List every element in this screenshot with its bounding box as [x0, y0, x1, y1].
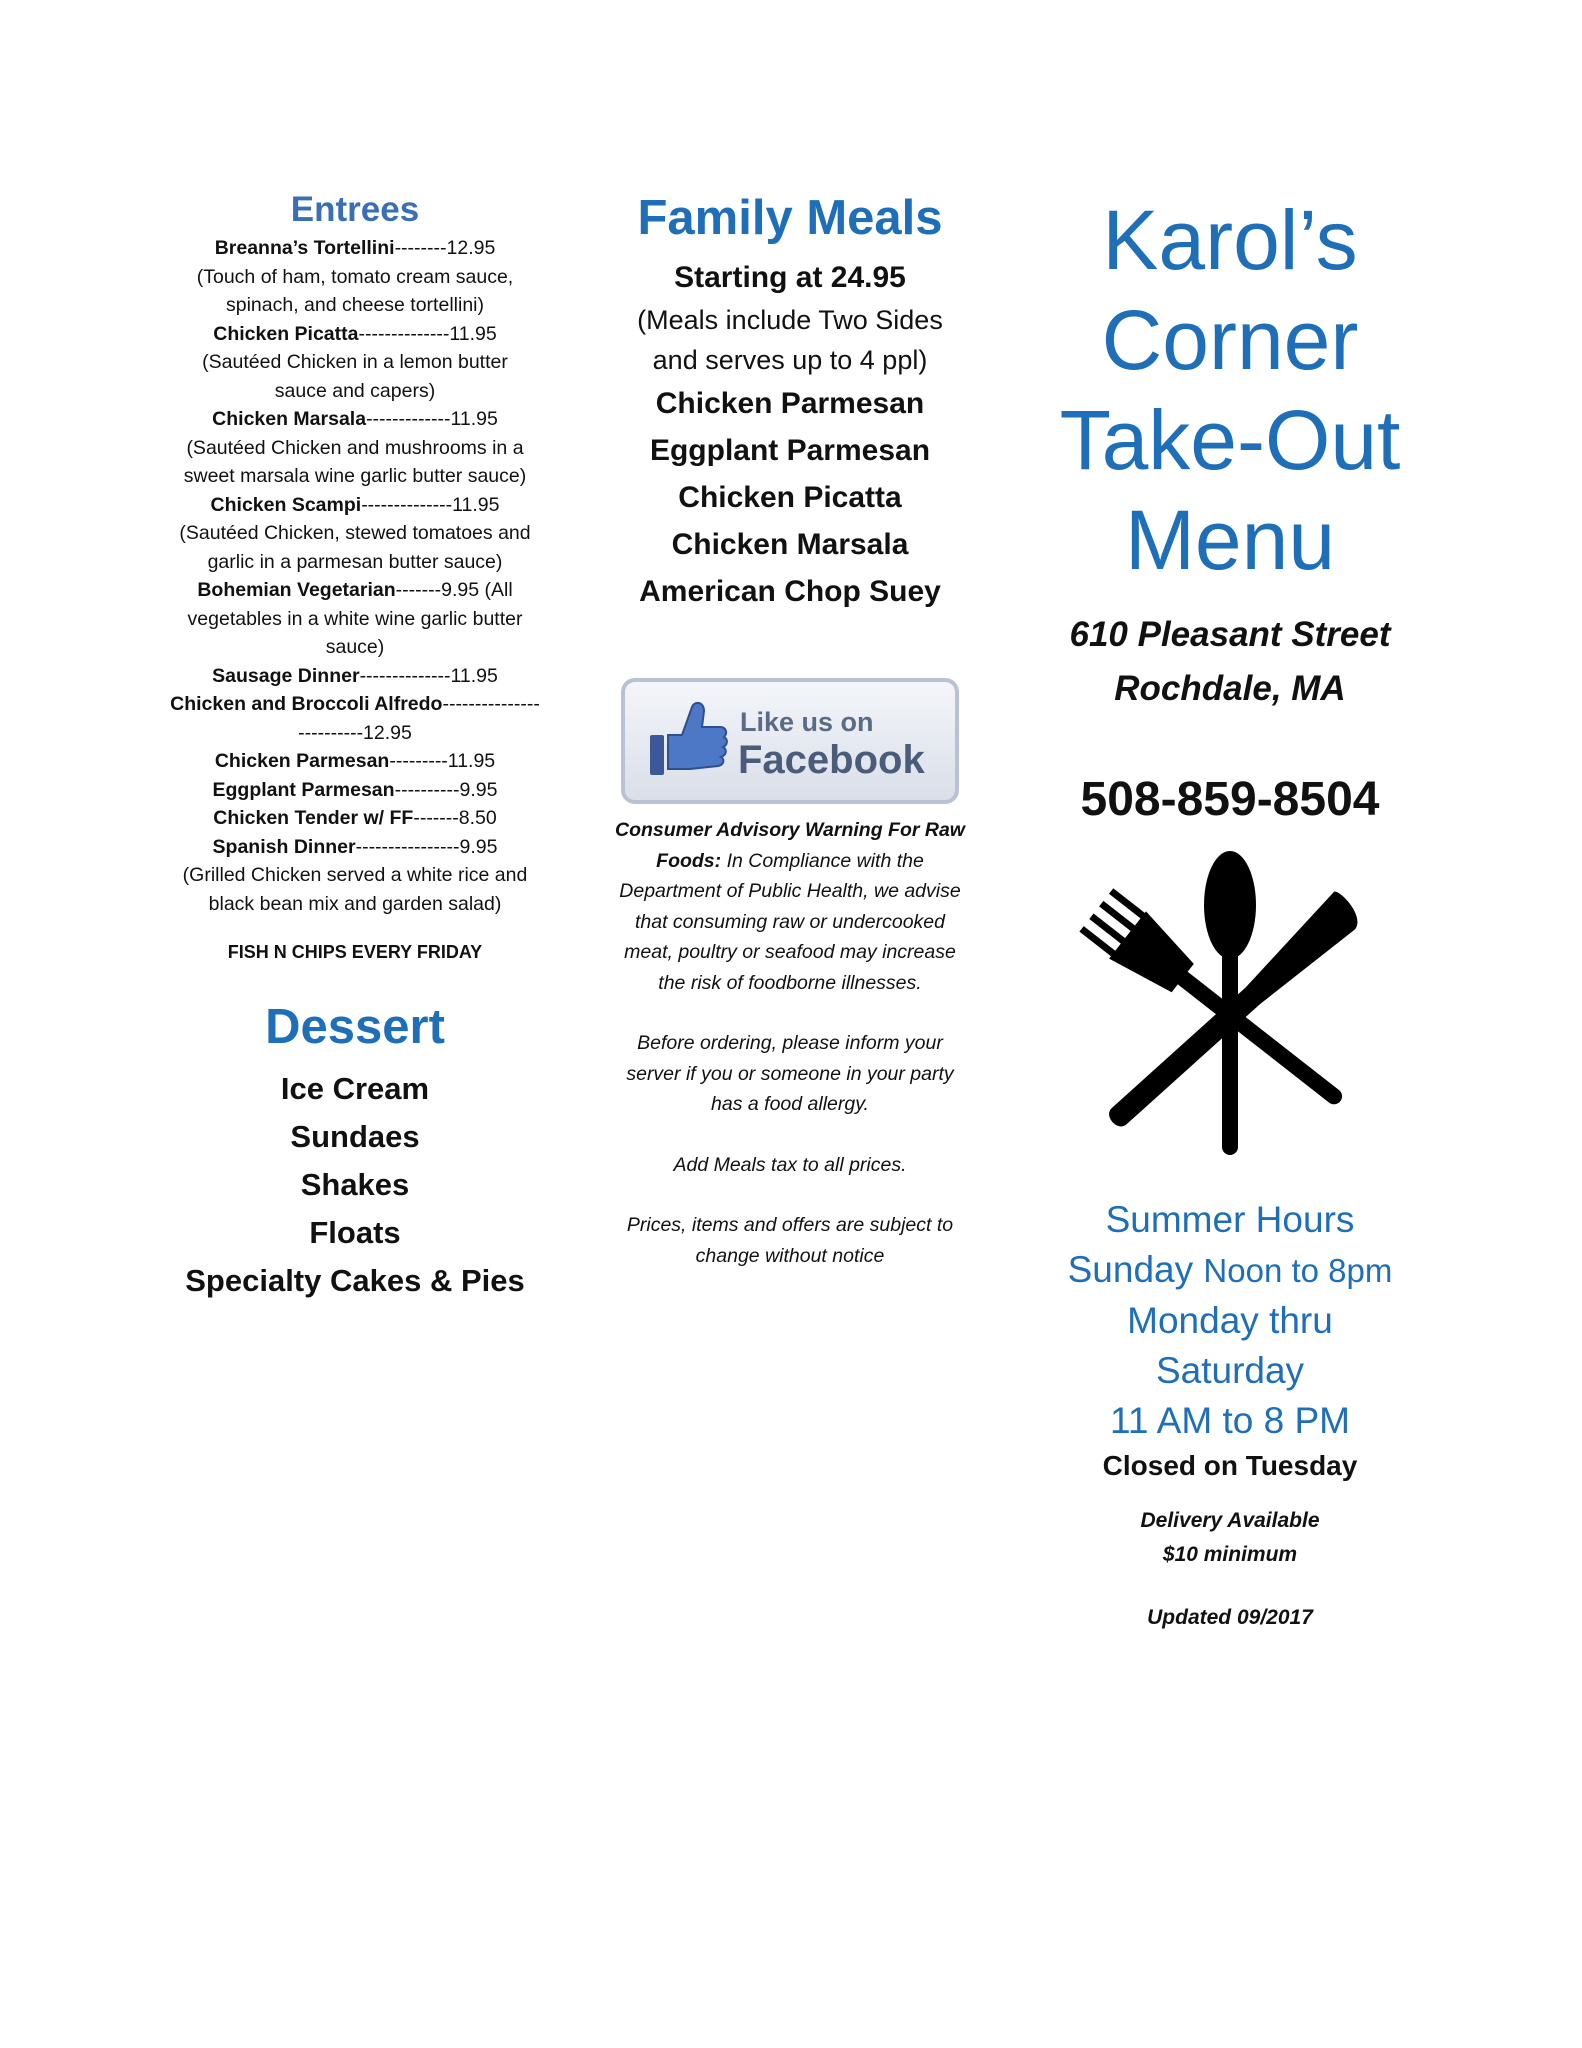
dessert-item: Sundaes — [290, 1119, 420, 1154]
weekday-hours-line: Saturday — [1155, 1350, 1305, 1391]
sunday-time: Noon to 8pm — [1203, 1252, 1393, 1289]
family-meals-column — [610, 190, 970, 1301]
entree-item — [170, 690, 540, 747]
entree-name: Chicken and Broccoli Alfredo — [170, 693, 443, 715]
entree-description: (Sautéed Chicken and mushrooms in a sweet marsala wine garlic butter sauce) — [183, 436, 527, 487]
entrees-column — [170, 190, 540, 1305]
entree-price: --------------11.95 — [359, 664, 498, 687]
entree-description: (Touch of ham, tomato cream sauce, spinach, and cheese tortellini) — [196, 265, 514, 316]
advisory-lead: Consumer Advisory Warning For Raw Foods: — [615, 819, 965, 872]
entree-item — [170, 491, 540, 577]
entree-name: Spanish Dinner — [212, 835, 356, 858]
title-line: Karol’s — [1102, 193, 1358, 287]
delivery-available: Delivery Available — [1140, 1509, 1320, 1532]
entree-item — [170, 405, 540, 491]
weekday-hours-line: Monday thru — [1127, 1300, 1333, 1341]
advisory-paragraph — [610, 815, 970, 998]
dessert-item: Floats — [309, 1215, 401, 1250]
entree-name: Chicken Tender w/ FF — [213, 807, 414, 829]
entree-price: -------9.95 (All vegetables in a white wine garlic butter sauce) — [187, 579, 523, 658]
entree-name: Breanna’s Tortellini — [214, 237, 395, 259]
entree-item — [170, 320, 540, 406]
hours-title: Summer Hours — [1105, 1199, 1355, 1240]
entree-price: ----------9.95 — [394, 778, 498, 801]
entree-item — [170, 833, 540, 919]
facebook-line1: Like us on — [740, 707, 874, 737]
family-item: Eggplant Parmesan — [649, 434, 931, 467]
dessert-list — [170, 1065, 540, 1305]
entree-price: -------8.50 — [413, 807, 497, 829]
entree-item — [170, 234, 540, 320]
entree-price: --------------11.95 — [361, 493, 500, 516]
facebook-like-button[interactable] — [620, 677, 960, 805]
dessert-item: Specialty Cakes & Pies — [185, 1263, 525, 1298]
family-item: Chicken Parmesan — [655, 387, 925, 420]
entree-item — [170, 776, 540, 805]
entree-description: (Grilled Chicken served a white rice and black bean mix and garden salad) — [182, 864, 528, 915]
entree-price: -------------------------12.95 — [298, 693, 540, 744]
entree-list — [170, 234, 540, 918]
entree-item — [170, 747, 540, 776]
entree-name: Chicken Picatta — [213, 322, 359, 345]
allergy-note: Before ordering, please inform your server if you or someone in your party has a food allergy. — [626, 1032, 954, 1115]
address — [1040, 608, 1420, 716]
entree-price: ---------11.95 — [389, 750, 496, 772]
family-list — [610, 380, 970, 615]
dessert-item: Shakes — [300, 1167, 410, 1202]
entree-name: Chicken Parmesan — [214, 750, 390, 772]
updated-date: Updated 09/2017 — [1147, 1606, 1313, 1629]
weekday-hours-line: 11 AM to 8 PM — [1110, 1400, 1350, 1441]
tax-note: Add Meals tax to all prices. — [673, 1153, 907, 1176]
entree-description: (Sautéed Chicken in a lemon butter sauce and capers) — [202, 351, 508, 402]
title-line: Corner — [1101, 293, 1359, 387]
entree-name: Eggplant Parmesan — [212, 778, 395, 801]
dessert-item: Ice Cream — [280, 1071, 430, 1106]
family-note: (Meals include Two Sides and serves up to 4 ppl) — [637, 305, 943, 375]
entree-name: Chicken Marsala — [212, 408, 367, 430]
entree-item — [170, 662, 540, 691]
delivery-info — [1040, 1504, 1420, 1572]
hours-block — [1040, 1195, 1420, 1630]
entree-item — [170, 804, 540, 833]
phone-number[interactable]: 508-859-8504 — [1080, 773, 1380, 826]
consumer-advisory — [610, 815, 970, 1271]
title-line: Take-Out — [1059, 393, 1401, 487]
entree-name: Bohemian Vegetarian — [197, 579, 396, 601]
facebook-line2: Facebook — [738, 738, 925, 782]
family-item: Chicken Picatta — [678, 481, 902, 514]
utensils-icon — [1060, 845, 1400, 1175]
entree-item — [170, 576, 540, 662]
entree-price: -------------11.95 — [366, 408, 498, 430]
entrees-heading: Entrees — [290, 190, 420, 229]
info-column — [1040, 190, 1420, 1630]
dessert-heading: Dessert — [265, 1000, 445, 1054]
entree-name: Chicken Scampi — [210, 493, 362, 516]
sunday-day: Sunday — [1067, 1249, 1194, 1290]
delivery-minimum: $10 minimum — [1162, 1543, 1298, 1566]
entree-price: --------12.95 — [394, 237, 496, 259]
title-line: Menu — [1124, 493, 1336, 587]
family-meals-heading: Family Meals — [637, 191, 943, 245]
entree-description: (Sautéed Chicken, stewed tomatoes and garlic in a parmesan butter sauce) — [179, 522, 531, 573]
entree-price: --------------11.95 — [358, 322, 497, 345]
closed-day: Closed on Tuesday — [1102, 1450, 1358, 1481]
change-note: Prices, items and offers are subject to change without notice — [626, 1214, 954, 1267]
fish-special: FISH N CHIPS EVERY FRIDAY — [227, 942, 483, 962]
entree-name: Sausage Dinner — [212, 664, 360, 687]
entree-price: ----------------9.95 — [355, 835, 498, 858]
family-item: American Chop Suey — [639, 575, 941, 608]
family-item: Chicken Marsala — [671, 528, 909, 561]
advisory-text: In Compliance with the Department of Public Health, we advise that consuming raw or undercooked meat, poultry or seafood may increase the risk of foodborne illnesses. — [619, 849, 961, 994]
restaurant-title — [1040, 190, 1420, 590]
address-street: 610 Pleasant Street — [1069, 615, 1391, 654]
address-city: Rochdale, MA — [1114, 669, 1346, 708]
family-starting-price: Starting at 24.95 — [674, 261, 906, 294]
sunday-hours — [1040, 1245, 1420, 1296]
